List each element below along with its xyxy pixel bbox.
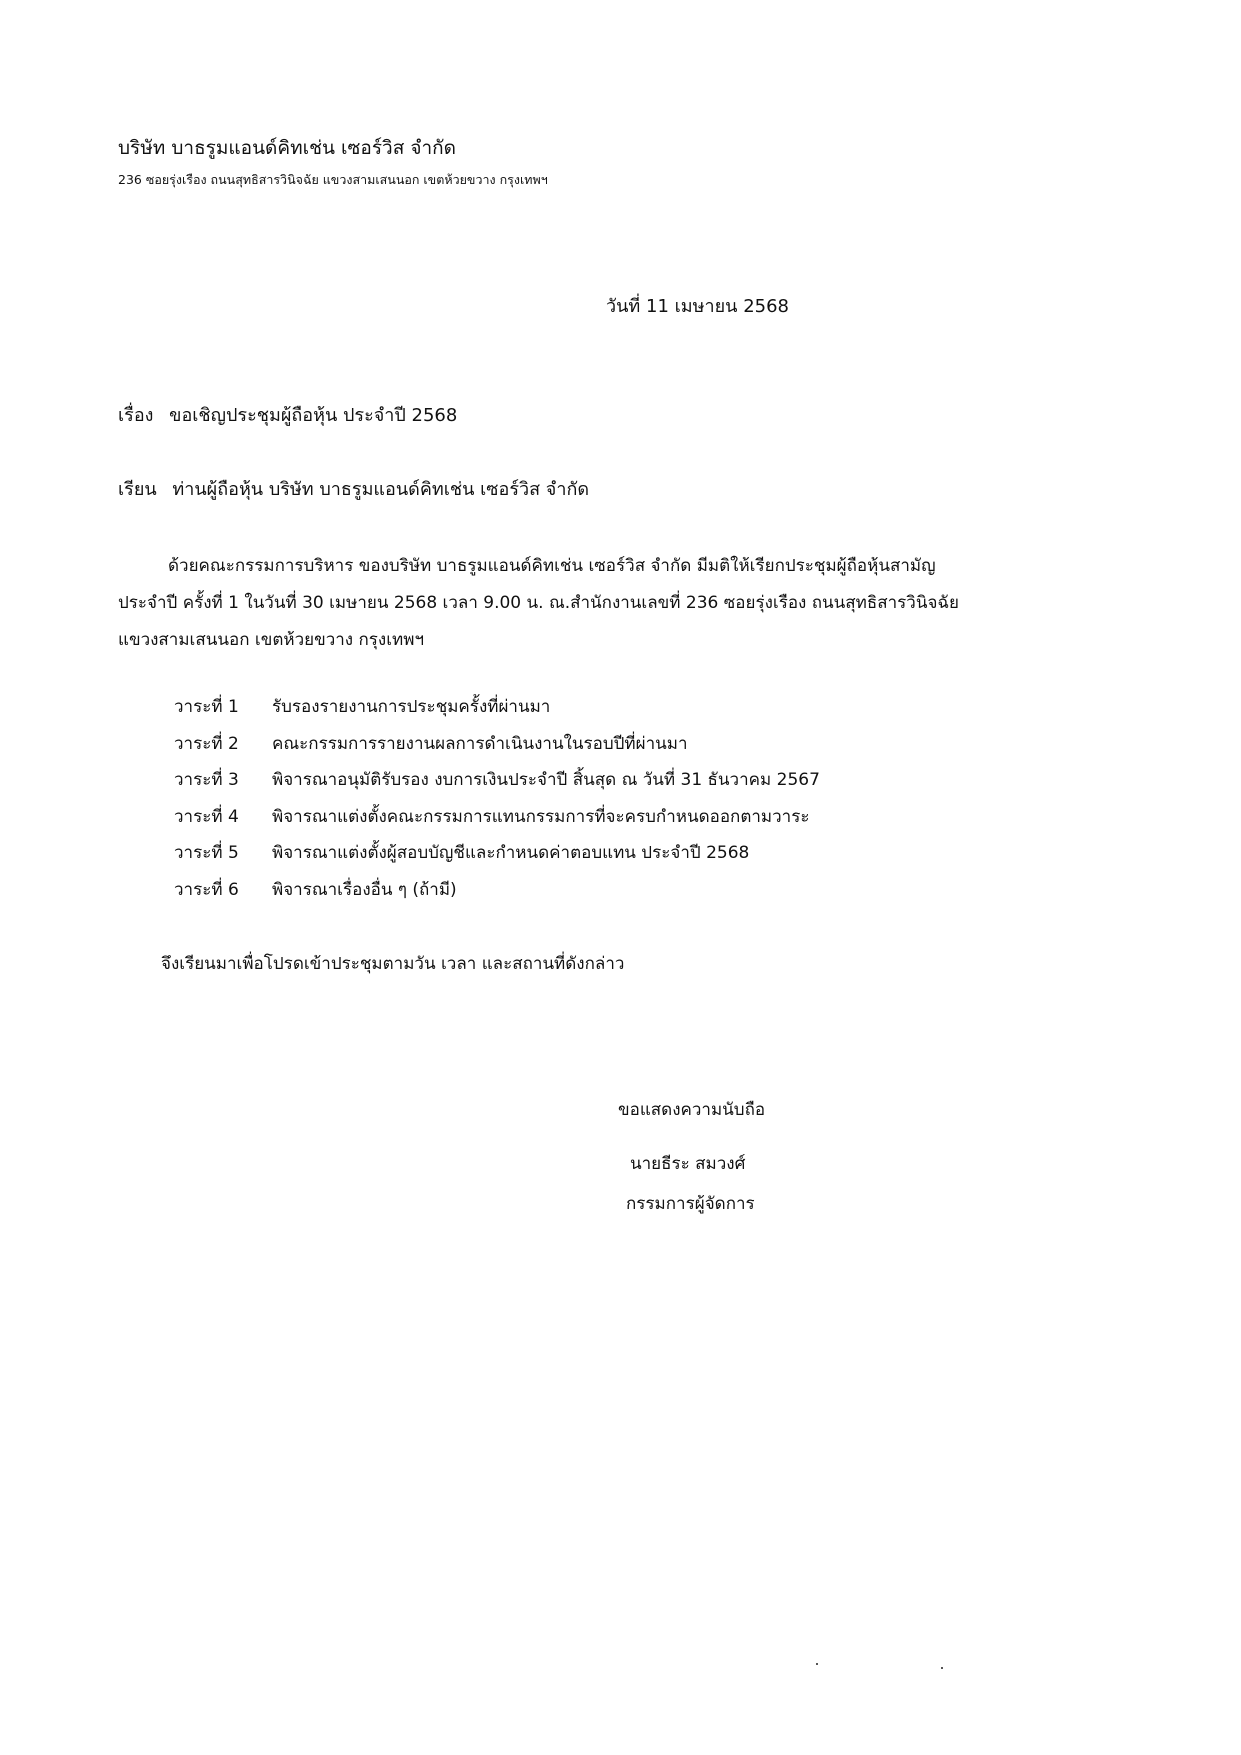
letter-date: วันที่ 11 เมษายน 2568 [606,296,789,317]
body-line: ด้วยคณะกรรมการบริหาร ของบริษัท บาธรูมแอนด์คิทเช่น เซอร์วิส จำกัด มีมติให้เรียกประชุมผู้ถือหุ้นสามัญ [168,556,936,576]
signer-name: นายธีระ สมวงศ์ [630,1154,746,1174]
subject-label: เรื่อง [118,405,154,426]
agenda-item [174,726,820,763]
agenda-item-text: รับรองรายงานการประชุมครั้งที่ผ่านมา [272,697,551,717]
agenda-list [174,689,820,908]
agenda-item-text: พิจารณาแต่งตั้งคณะกรรมการแทนกรรมการที่จะครบกำหนดออกตามวาระ [272,806,810,827]
agenda-item-text: พิจารณาเรื่องอื่น ๆ (ถ้ามี) [272,879,457,900]
body-line: ประจำปี ครั้งที่ 1 ในวันที่ 30 เมษายน 2568 เวลา 9.00 น. ณ.สำนักงานเลขที่ 236 ซอยรุ่งเรือง ถนนสุทธิสารวินิจฉัย [118,593,959,613]
closing-line: จึงเรียนมาเพื่อโปรดเข้าประชุมตามวัน เวลา และสถานที่ดังกล่าว [161,954,625,974]
agenda-item-text: คณะกรรมการรายงานผลการดำเนินงานในรอบปีที่ผ่านมา [272,733,688,754]
agenda-item [174,762,820,799]
agenda-item-text: พิจารณาแต่งตั้งผู้สอบบัญชีและกำหนดค่าตอบแทน ประจำปี 2568 [272,843,750,863]
signer-title: กรรมการผู้จัดการ [626,1194,755,1214]
agenda-item-text: พิจารณาอนุมัติรับรอง งบการเงินประจำปี สิ้นสุด ณ วันที่ 31 ธันวาคม 2567 [272,770,820,790]
subject-text: ขอเชิญประชุมผู้ถือหุ้น ประจำปี 2568 [169,405,458,426]
scan-speck [941,1667,943,1669]
agenda-item [174,799,820,836]
scan-speck [816,1663,818,1665]
agenda-item [174,872,820,909]
salutation-text: ท่านผู้ถือหุ้น บริษัท บาธรูมแอนด์คิทเช่น เซอร์วิส จำกัด [172,479,590,500]
agenda-item [174,835,820,872]
body-paragraph [118,548,1068,659]
subject-line [118,400,457,429]
agenda-item-label: วาระที่ 4 [174,806,239,827]
salutation-line [118,474,589,503]
agenda-item-label: วาระที่ 3 [174,770,239,790]
agenda-item [174,689,820,726]
company-address: 236 ซอยรุ่งเรือง ถนนสุทธิสารวินิจฉัย แขวงสามเสนนอก เขตห้วยขวาง กรุงเทพฯ [118,172,548,187]
agenda-item-label: วาระที่ 1 [174,697,239,717]
agenda-item-label: วาระที่ 5 [174,843,239,863]
body-line: แขวงสามเสนนอก เขตห้วยขวาง กรุงเทพฯ [118,630,424,650]
agenda-item-label: วาระที่ 6 [174,879,239,900]
company-name: บริษัท บาธรูมแอนด์คิทเช่น เซอร์วิส จำกัด [118,137,457,159]
agenda-item-label: วาระที่ 2 [174,733,239,754]
regards-line: ขอแสดงความนับถือ [618,1100,766,1120]
salutation-label: เรียน [118,479,157,500]
